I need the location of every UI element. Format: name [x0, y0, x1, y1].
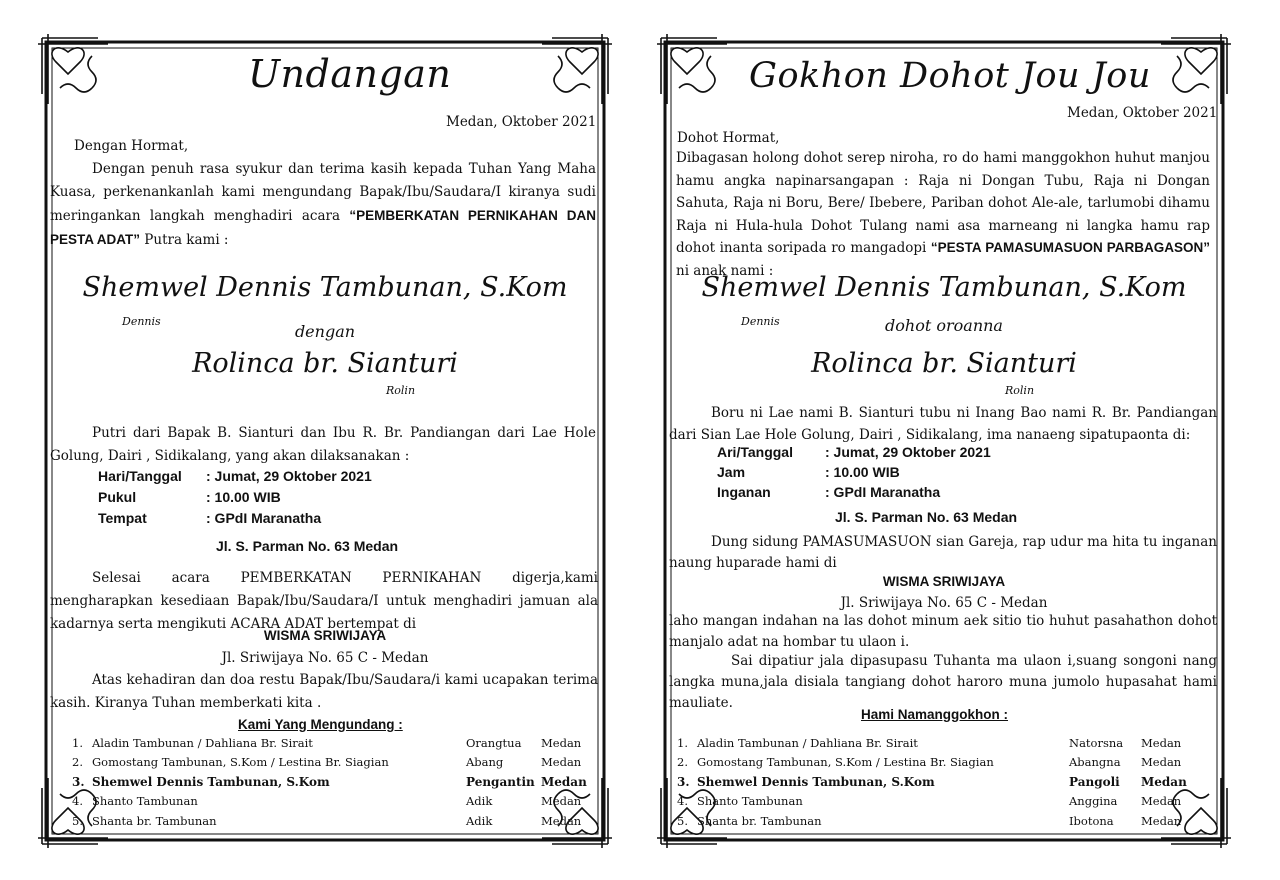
signature-heading: Hami Namanggokhon :	[861, 707, 1009, 722]
bride-nickname: Rolin	[1005, 384, 1035, 397]
invitation-date: Medan, Oktober 2021	[446, 114, 597, 130]
greeting: Dohot Hormat,	[677, 130, 780, 146]
detail-value: : GPdI Maranatha	[825, 484, 941, 500]
event-name: “PESTA PAMASUMASUON PARBAGASON”	[930, 240, 1210, 255]
meal-paragraph: laho mangan indahan na las dohot minum aek sitio tio huhut pasahathon dohot manjalo adat na hombar tu ulaon i.	[669, 613, 1217, 650]
family-row: 4. Shanto Tambunan Anggina Medan	[677, 794, 1182, 809]
detail-label: Inganan	[717, 484, 771, 500]
connector-word: dohot oroanna	[885, 316, 1003, 335]
detail-label: Pukul	[98, 489, 137, 505]
detail-label: Ari/Tanggal	[717, 444, 793, 460]
event-name: “PEMBERKATAN PERNIKAHAN DAN PESTA ADAT”	[50, 208, 596, 247]
closing-paragraph: Sai dipatiur jala dipasupasu Tuhanta ma ulaon i,suang songoni nang langka muna,jala disiala tangiang dohot haroro muna jumolo hupasahat hami mauliate.	[669, 653, 1217, 711]
intro-tail: Putra kami :	[140, 232, 229, 248]
bride-parents-paragraph: Boru ni Lae nami B. Sianturi tubu ni Inang Bao nami R. Br. Pandiangan dari Sian Lae Hole Golung, Dairi , Sidikalang, ima nanaeng sipatupaonta di:	[669, 405, 1217, 443]
groom-nickname: Dennis	[741, 315, 780, 328]
family-row-groom: 3. Shemwel Dennis Tambunan, S.Kom Pangoli Medan	[677, 774, 1187, 789]
invitation-date: Medan, Oktober 2021	[1067, 105, 1218, 121]
church-address: Jl. S. Parman No. 63 Medan	[216, 538, 399, 554]
detail-row-place	[98, 510, 372, 526]
family-list	[677, 733, 1187, 831]
groom-nickname: Dennis	[122, 315, 161, 328]
detail-label: Hari/Tanggal	[98, 468, 182, 484]
corner-ornament-top-left	[657, 34, 727, 104]
intro-text: Dibagasan holong dohot serep niroha, ro do hami manggokhon huhut manjou hamu angka napinarsangapan : Raja ni Dongan Tubu, Raja ni Dongan Sahuta, Raja ni Boru, Bere/ Ibebere, Pariban dohot Ale-ale, tarlumobi dihamu Raja ni Hula-hula Dohot Tulang nami asa marneang ni langka hamu rap dohot inanta soripada ro mangadopi	[676, 150, 1210, 256]
detail-value: : GPdI Maranatha	[206, 510, 322, 526]
family-row: 1. Aladin Tambunan / Dahliana Br. Sirait Natorsna Medan	[677, 735, 1182, 750]
reception-paragraph: Selesai acara PEMBERKATAN PERNIKAHAN digerja,kami mengharapkan kesediaan Bapak/Ibu/Saudara/I untuk menghadiri jamuan ala kadarnya serta mengikuti ACARA ADAT bertempat di	[50, 570, 598, 632]
intro-paragraph	[676, 147, 1210, 282]
bride-nickname: Rolin	[386, 384, 416, 397]
invitation-title: Undangan	[248, 52, 452, 96]
bride-name: Rolinca br. Sianturi	[192, 348, 458, 379]
family-row: 5. Shanta br. Tambunan Ibotona Medan	[677, 813, 1182, 828]
invitation-panel-batak	[657, 34, 1231, 848]
family-row-groom: 3. Shemwel Dennis Tambunan, S.Kom Pengantin Medan	[72, 774, 587, 789]
reception-address: Jl. Sriwijaya No. 65 C - Medan	[221, 650, 429, 666]
corner-ornament-top-right	[1161, 34, 1231, 104]
family-row: 5. Shanta br. Tambunan Adik Medan	[72, 813, 582, 828]
corner-ornament-top-right	[542, 34, 612, 104]
detail-value: : Jumat, 29 Oktober 2021	[206, 468, 372, 484]
corner-ornament-top-left	[38, 34, 108, 104]
reception-venue: WISMA SRIWIJAYA	[263, 628, 387, 643]
bride-parents-paragraph: Putri dari Bapak B. Sianturi dan Ibu R. Br. Pandiangan dari Lae Hole Golung, Dairi , Sidikalang, yang akan dilaksanakan :	[50, 425, 596, 464]
detail-row-place	[717, 484, 991, 500]
detail-label: Jam	[717, 464, 746, 480]
greeting: Dengan Hormat,	[74, 138, 189, 154]
family-row: 2. Gomostang Tambunan, S.Kom / Lestina Br. Siagian Abangna Medan	[677, 755, 1182, 770]
event-details	[717, 444, 991, 500]
family-row: 1. Aladin Tambunan / Dahliana Br. Sirait Orangtua Medan	[72, 735, 582, 750]
detail-row-time	[717, 464, 991, 480]
invitation-title: Gokhon Dohot Jou Jou	[749, 56, 1151, 96]
bride-name: Rolinca br. Sianturi	[811, 348, 1077, 379]
intro-text: Dengan penuh rasa syukur dan terima kasih kepada Tuhan Yang Maha Kuasa, perkenankanlah kami mengundang Bapak/Ibu/Saudara/I kiranya sudi meringankan langkah menghadiri acara	[50, 161, 596, 224]
invitation-panel-indonesian	[38, 34, 612, 848]
family-row: 2. Gomostang Tambunan, S.Kom / Lestina Br. Siagian Abang Medan	[72, 755, 582, 770]
church-address: Jl. S. Parman No. 63 Medan	[835, 509, 1018, 525]
groom-name: Shemwel Dennis Tambunan, S.Kom	[701, 272, 1187, 303]
signature-heading: Kami Yang Mengundang :	[238, 717, 403, 732]
detail-value: : Jumat, 29 Oktober 2021	[825, 444, 991, 460]
connector-word: dengan	[294, 322, 356, 341]
family-row: 4. Shanto Tambunan Adik Medan	[72, 794, 582, 809]
detail-value: : 10.00 WIB	[825, 464, 900, 480]
intro-tail: ni anak nami :	[676, 262, 774, 279]
closing-paragraph: Atas kehadiran dan doa restu Bapak/Ibu/Saudara/i kami ucapakan terima kasih. Kiranya Tuhan memberkati kita .	[50, 672, 598, 711]
detail-value: : 10.00 WIB	[206, 489, 281, 505]
detail-label: Tempat	[98, 510, 147, 526]
detail-row-date	[98, 468, 372, 484]
reception-paragraph: Dung sidung PAMASUMASUON sian Gareja, rap udur ma hita tu inganan naung huparade hami di	[669, 534, 1217, 571]
intro-paragraph	[50, 158, 596, 252]
reception-address: Jl. Sriwijaya No. 65 C - Medan	[840, 595, 1048, 611]
event-details	[98, 468, 372, 526]
detail-row-date	[717, 444, 991, 460]
reception-venue: WISMA SRIWIJAYA	[882, 574, 1006, 589]
detail-row-time	[98, 489, 372, 505]
groom-name: Shemwel Dennis Tambunan, S.Kom	[82, 272, 568, 303]
family-list	[72, 733, 587, 831]
